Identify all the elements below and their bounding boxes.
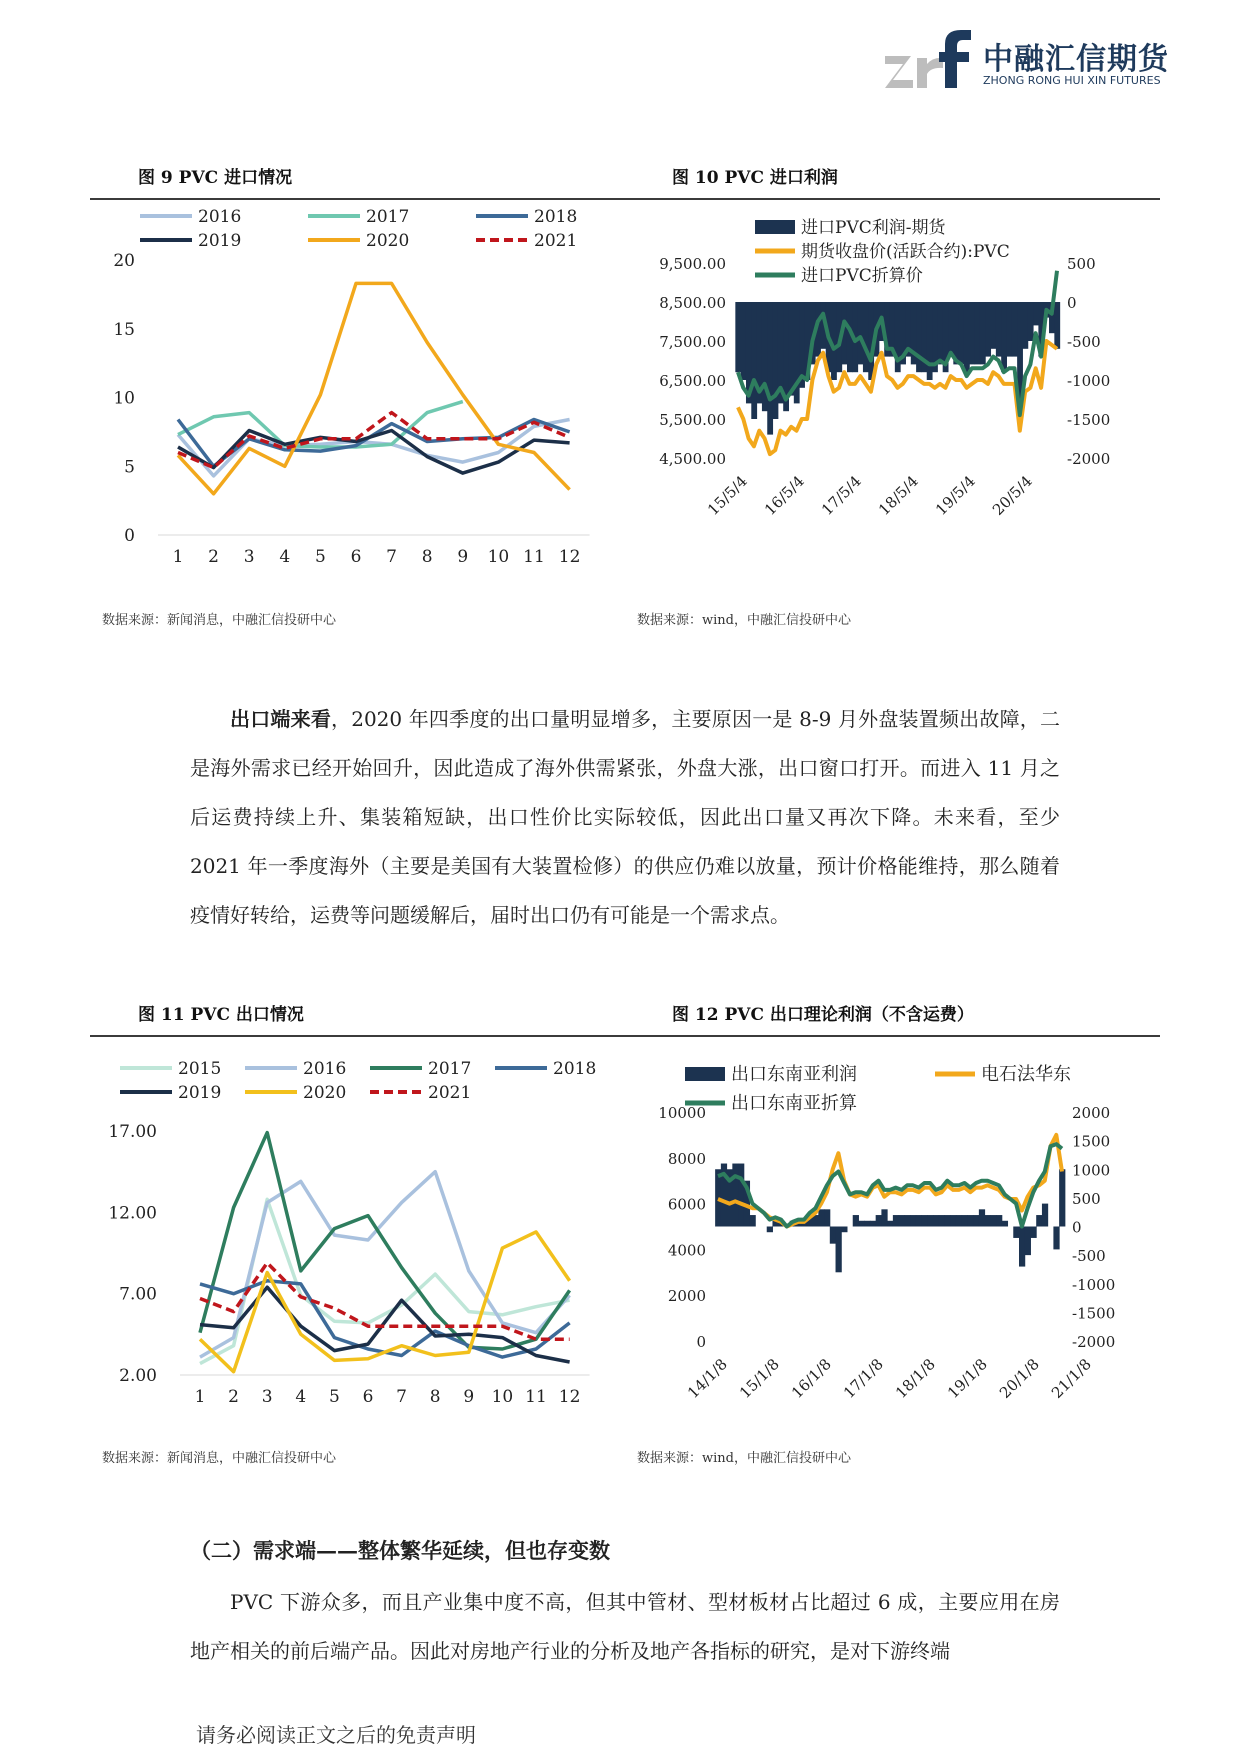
left-tick-label: 8000	[667, 1149, 706, 1168]
fig12-rule	[623, 1035, 1160, 1037]
legend-label-0: 进口PVC利润-期货	[801, 218, 946, 238]
right-tick-label: -1000	[1067, 372, 1111, 390]
fig11-rule	[90, 1035, 623, 1037]
legend-label-2: 出口东南亚折算	[731, 1093, 857, 1114]
profit-bar	[1028, 302, 1034, 341]
profit-bar	[1022, 302, 1028, 349]
fig12-title: 图 12 PVC 出口理论利润（不含运费）	[672, 1005, 974, 1025]
x-tick-label: 20/5/4	[988, 472, 1036, 519]
series-line-2020	[178, 283, 570, 493]
profit-bar	[824, 1209, 830, 1226]
profit-bar	[751, 302, 757, 419]
left-tick-label: 7,500.00	[659, 333, 726, 351]
legend-label-1: 电石法华东	[981, 1064, 1071, 1085]
right-tick-label: -1500	[1072, 1304, 1116, 1323]
x-tick-label: 5	[314, 547, 326, 567]
legend-label-2016: 2016	[303, 1059, 347, 1079]
x-tick-label: 8	[429, 1387, 441, 1407]
left-tick-label: 10000	[658, 1104, 706, 1122]
right-tick-label: 1000	[1072, 1161, 1111, 1180]
legend-label-2020: 2020	[366, 231, 410, 251]
right-tick-label: -2000	[1072, 1333, 1116, 1351]
left-tick-label: 9,500.00	[659, 255, 726, 273]
x-tick-label: 15/1/8	[735, 1355, 783, 1402]
profit-bar	[985, 1215, 991, 1226]
profit-bar	[950, 1215, 956, 1226]
x-tick-label: 14/1/8	[683, 1355, 731, 1402]
profit-bar	[853, 1215, 859, 1226]
profit-bar	[732, 1164, 738, 1227]
profit-bar	[1033, 302, 1039, 325]
demand-paragraph-text: PVC 下游众多，而且产业集中度不高，但其中管材、型材板材占比超过 6 成，主要应用在房地产相关的前后端产品。因此对房地产行业的分析及地产各指标的研究，是对下游终端	[190, 1590, 1060, 1663]
legend-swatch-0	[755, 220, 795, 234]
profit-bar	[1019, 1227, 1025, 1267]
company-logo	[885, 28, 1175, 98]
x-tick-label: 5	[328, 1387, 340, 1407]
profit-bar	[990, 1215, 996, 1226]
profit-bar	[899, 1215, 905, 1226]
x-tick-label: 17/1/8	[839, 1355, 887, 1402]
x-tick-label: 20/1/8	[995, 1355, 1043, 1402]
fig10-chart	[620, 200, 1160, 590]
x-tick-label: 16/1/8	[787, 1355, 835, 1402]
fig10-source: 数据来源：wind，中融汇信投研中心	[637, 613, 851, 628]
fig12-source: 数据来源：wind，中融汇信投研中心	[637, 1451, 851, 1466]
section-title: （二）需求端——整体繁华延续，但也存变数	[190, 1538, 610, 1563]
legend-label-0: 出口东南亚利润	[731, 1064, 857, 1085]
profit-bar	[1002, 1221, 1008, 1227]
profit-bar	[1036, 1215, 1042, 1226]
profit-bar	[1042, 1204, 1048, 1227]
series-line-export_sea	[718, 1144, 1062, 1226]
paragraph-body: ，2020 年四季度的出口量明显增多，主要原因一是 8-9 月外盘装置频出故障，二是海外需求已经开始回升，因此造成了海外供需紧张，外盘大涨，出口窗口打开。而进入 11 月之后运费持续上升、集装箱短缺，出口性价比实际较低，因此出口量又再次下降。未来看，至少 2021 年一季度海外（主要是美国有大装置检修）的供应仍难以放量，预计价格能维持，那么随着疫情好转给，运费等问题缓解后，届时出口仍有可能是一个需求点。	[190, 707, 1060, 927]
y-tick-label: 5	[124, 457, 135, 478]
left-tick-label: 8,500.00	[659, 294, 726, 312]
profit-bar	[773, 302, 779, 419]
x-tick-label: 9	[457, 547, 469, 567]
right-tick-label: -2000	[1067, 450, 1111, 468]
legend-label-2019: 2019	[178, 1083, 222, 1103]
fig9-title: 图 9 PVC 进口情况	[138, 168, 293, 188]
x-tick-label: 10	[491, 1387, 514, 1407]
legend-label-2: 进口PVC折算价	[801, 266, 923, 286]
right-tick-label: -1500	[1067, 411, 1111, 429]
x-tick-label: 19/1/8	[943, 1355, 991, 1402]
y-tick-label: 12.00	[108, 1203, 157, 1224]
fig9-chart	[100, 200, 610, 580]
profit-bar	[741, 302, 747, 380]
left-tick-label: 6000	[667, 1195, 706, 1214]
left-tick-label: 2000	[667, 1287, 706, 1306]
profit-bar	[985, 302, 991, 357]
profit-bar	[1030, 1227, 1036, 1238]
profit-bar	[767, 302, 773, 435]
profit-bar	[1001, 302, 1007, 372]
legend-label-2021: 2021	[534, 231, 578, 251]
profit-bar	[750, 1215, 756, 1226]
profit-bar	[964, 302, 970, 372]
right-tick-label: 500	[1072, 1189, 1101, 1208]
profit-bar	[1006, 302, 1012, 357]
x-tick-label: 7	[386, 547, 398, 567]
logo-chinese-name: 中融汇信期货	[983, 42, 1169, 77]
profit-bar	[1012, 302, 1018, 357]
left-tick-label: 4,500.00	[659, 450, 726, 468]
profit-bar	[870, 1221, 876, 1227]
y-tick-label: 17.00	[108, 1122, 157, 1142]
demand-paragraph	[190, 1578, 1060, 1676]
x-tick-label: 4	[279, 547, 291, 567]
fig12-chart	[625, 1038, 1160, 1423]
legend-label-2021: 2021	[428, 1083, 472, 1103]
profit-bar	[967, 1215, 973, 1226]
profit-bar	[944, 1215, 950, 1226]
x-tick-label: 7	[396, 1387, 408, 1407]
profit-bar	[858, 302, 864, 364]
profit-bar	[980, 302, 986, 364]
legend-label-2019: 2019	[198, 231, 242, 251]
export-paragraph	[190, 695, 1060, 940]
profit-bar	[841, 1227, 847, 1233]
right-tick-label: -500	[1072, 1247, 1106, 1266]
x-tick-label: 19/5/4	[931, 472, 979, 519]
series-line-2021	[178, 413, 570, 468]
y-tick-label: 10	[113, 388, 135, 409]
series-line-carbide_east	[718, 1135, 1062, 1227]
profit-bar	[916, 302, 922, 372]
profit-bar	[864, 1221, 870, 1227]
fig11-title: 图 11 PVC 出口情况	[138, 1005, 304, 1025]
profit-bar	[904, 1215, 910, 1226]
profit-bar	[937, 302, 943, 364]
profit-bar	[927, 1215, 933, 1226]
x-tick-label: 18/1/8	[891, 1355, 939, 1402]
profit-bar	[969, 302, 975, 364]
profit-bar	[948, 302, 954, 357]
profit-bar	[1013, 1227, 1019, 1238]
profit-bar	[910, 1215, 916, 1226]
profit-bar	[975, 302, 981, 364]
profit-bar	[1059, 1169, 1065, 1226]
profit-bar	[830, 1227, 836, 1244]
profit-bar	[916, 1215, 922, 1226]
fig9-source: 数据来源：新闻消息，中融汇信投研中心	[102, 613, 337, 628]
x-tick-label: 10	[487, 547, 510, 567]
profit-bar	[1025, 1227, 1031, 1256]
zrf-logo-mark	[885, 28, 975, 92]
x-tick-label: 2	[228, 1387, 240, 1407]
right-tick-label: 1500	[1072, 1132, 1111, 1151]
legend-label-2017: 2017	[366, 207, 410, 227]
profit-bar	[735, 302, 741, 372]
profit-bar	[818, 1209, 824, 1226]
profit-bar	[962, 1215, 968, 1226]
x-tick-label: 1	[172, 547, 184, 567]
fig11-source: 数据来源：新闻消息，中融汇信投研中心	[102, 1451, 337, 1466]
x-tick-label: 15/5/4	[703, 472, 751, 519]
x-tick-label: 2	[208, 547, 220, 567]
profit-bar	[956, 1215, 962, 1226]
legend-label-2018: 2018	[553, 1059, 597, 1079]
profit-bar	[836, 1227, 842, 1273]
x-tick-label: 17/5/4	[817, 472, 865, 519]
legend-label-2018: 2018	[534, 207, 578, 227]
x-tick-label: 8	[421, 547, 433, 567]
profit-bar	[893, 1215, 899, 1226]
profit-bar	[922, 1215, 928, 1226]
profit-bar	[863, 302, 869, 372]
profit-bar	[959, 302, 965, 364]
x-tick-label: 6	[350, 547, 362, 567]
right-tick-label: 2000	[1072, 1104, 1111, 1122]
legend-swatch-0	[685, 1067, 725, 1081]
fig11-chart	[100, 1038, 620, 1423]
footer-disclaimer: 请务必阅读正文之后的免责声明	[196, 1723, 476, 1747]
x-tick-label: 18/5/4	[874, 472, 922, 519]
left-tick-label: 4000	[667, 1241, 706, 1260]
y-tick-label: 2.00	[119, 1366, 157, 1386]
x-tick-label: 12	[558, 1387, 581, 1407]
legend-label-2017: 2017	[428, 1059, 472, 1079]
legend-label-1: 期货收盘价(活跃合约):PVC	[801, 242, 1010, 262]
profit-bar	[973, 1215, 979, 1226]
x-tick-label: 3	[261, 1387, 273, 1407]
profit-bar	[738, 1164, 744, 1227]
x-tick-label: 21/1/8	[1047, 1355, 1095, 1402]
series-line-2016	[200, 1172, 570, 1357]
profit-bar	[876, 1215, 882, 1226]
x-tick-label: 3	[243, 547, 255, 567]
right-tick-label: 0	[1067, 294, 1077, 312]
profit-bar	[933, 1215, 939, 1226]
profit-bar	[979, 1209, 985, 1226]
profit-bar	[991, 302, 997, 349]
y-tick-label: 20	[113, 251, 135, 271]
profit-bar	[939, 1215, 945, 1226]
paragraph-lead: 出口端来看	[230, 707, 332, 731]
x-tick-label: 1	[194, 1387, 206, 1407]
x-tick-label: 11	[525, 1387, 547, 1407]
profit-bar	[996, 302, 1002, 357]
x-tick-label: 9	[463, 1387, 475, 1407]
profit-bar	[1054, 302, 1060, 349]
logo-english-name: ZHONG RONG HUI XIN FUTURES	[983, 74, 1161, 87]
x-tick-label: 11	[523, 547, 545, 567]
x-tick-label: 12	[558, 547, 581, 567]
x-tick-label: 16/5/4	[760, 472, 808, 519]
right-tick-label: -500	[1067, 333, 1101, 351]
profit-bar	[1053, 1227, 1059, 1250]
left-tick-label: 0	[696, 1333, 706, 1351]
right-tick-label: -1000	[1072, 1275, 1116, 1294]
profit-bar	[858, 1221, 864, 1227]
left-tick-label: 6,500.00	[659, 372, 726, 390]
profit-bar	[887, 1221, 893, 1227]
y-tick-label: 15	[113, 319, 135, 340]
x-tick-label: 4	[295, 1387, 307, 1407]
legend-label-2020: 2020	[303, 1083, 347, 1103]
legend-label-2016: 2016	[198, 207, 242, 227]
profit-bar	[767, 1227, 773, 1233]
profit-bar	[927, 302, 933, 380]
profit-bar	[789, 302, 795, 396]
y-tick-label: 0	[124, 526, 135, 546]
profit-bar	[996, 1215, 1002, 1226]
fig10-title: 图 10 PVC 进口利润	[672, 168, 838, 188]
y-tick-label: 7.00	[119, 1284, 157, 1305]
right-tick-label: 0	[1072, 1218, 1082, 1237]
profit-bar	[881, 1209, 887, 1226]
left-tick-label: 5,500.00	[659, 411, 726, 429]
x-tick-label: 6	[362, 1387, 374, 1407]
right-tick-label: 500	[1067, 255, 1096, 273]
legend-label-2015: 2015	[178, 1059, 222, 1079]
